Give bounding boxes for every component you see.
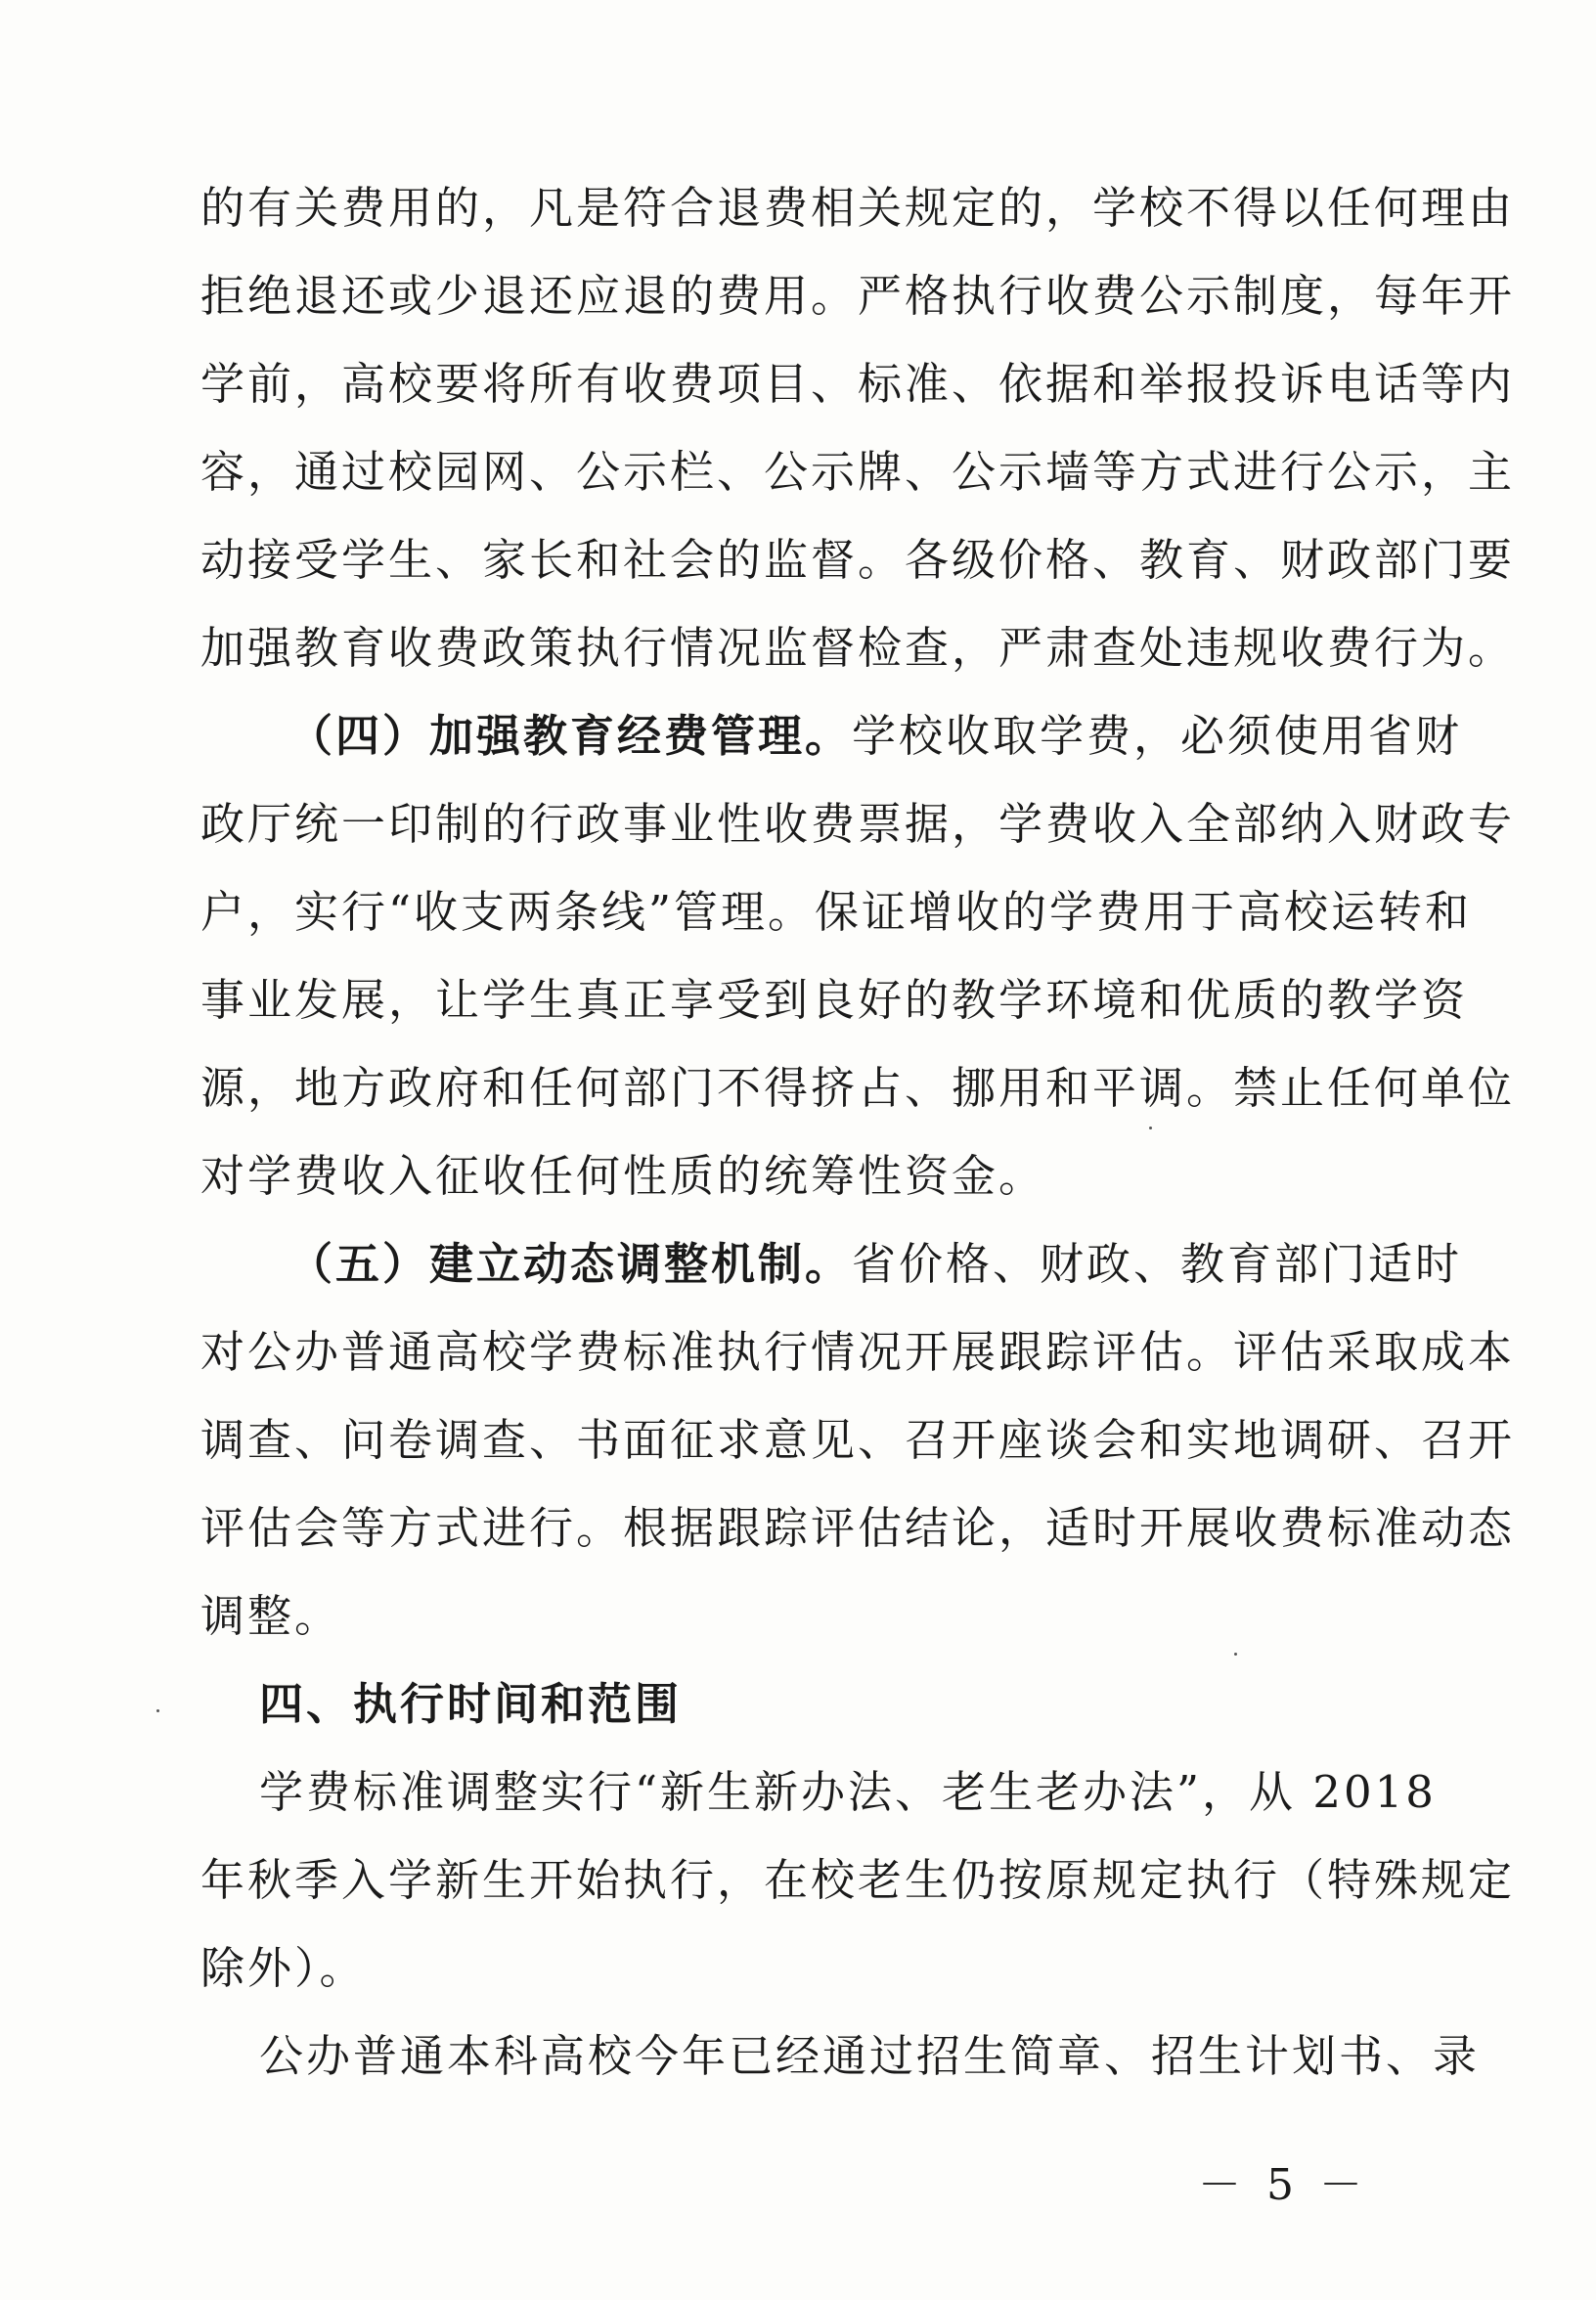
- paragraph-line: 事业发展，让学生真正享受到良好的教学环境和优质的教学资: [200, 974, 1469, 1026]
- paragraph-line: 学费标准调整实行“新生新办法、老生老办法”，从 2018: [259, 1766, 1437, 1818]
- section-4-first-text: 学校收取学费，必须使用省财: [852, 710, 1463, 762]
- section-5-first-line: [288, 1220, 1463, 1308]
- paragraph-line: 动接受学生、家长和社会的监督。各级价格、教育、财政部门要: [200, 534, 1516, 586]
- section-5-title: （五）建立动态调整机制。: [288, 1238, 853, 1290]
- paragraph-line: 调整。: [200, 1590, 342, 1642]
- page-number: － 5 －: [1198, 2160, 1368, 2210]
- section-heading: 四、执行时间和范围: [259, 1678, 683, 1730]
- scan-speck: [1149, 1127, 1152, 1129]
- section-4-first-line: [288, 692, 1463, 780]
- paragraph-line: 加强教育收费政策执行情况监督检查，严肃查处违规收费行为。: [200, 622, 1516, 674]
- paragraph-line: 户，实行“收支两条线”管理。保证增收的学费用于高校运转和: [200, 886, 1473, 938]
- section-5-first-text: 省价格、财政、教育部门适时: [852, 1238, 1463, 1290]
- paragraph-line: 评估会等方式进行。根据跟踪评估结论，适时开展收费标准动态: [200, 1502, 1516, 1554]
- paragraph-line: 源，地方政府和任何部门不得挤占、挪用和平调。禁止任何单位: [200, 1062, 1516, 1114]
- paragraph-line: 学前，高校要将所有收费项目、标准、依据和举报投诉电话等内: [200, 358, 1516, 410]
- paragraph-line: 对学费收入征收任何性质的统筹性资金。: [200, 1150, 1046, 1202]
- scan-speck: [1234, 1653, 1237, 1656]
- paragraph-line: 年秋季入学新生开始执行，在校老生仍按原规定执行（特殊规定: [200, 1854, 1516, 1906]
- paragraph-line: 除外）。: [200, 1942, 367, 1994]
- paragraph-line: 对公办普通高校学费标准执行情况开展跟踪评估。评估采取成本: [200, 1326, 1516, 1378]
- scan-speck: [156, 1709, 159, 1712]
- paragraph-line: 调查、问卷调查、书面征求意见、召开座谈会和实地调研、召开: [200, 1414, 1516, 1466]
- section-4-title: （四）加强教育经费管理。: [288, 710, 853, 762]
- paragraph-line: 政厅统一印制的行政事业性收费票据，学费收入全部纳入财政专: [200, 798, 1516, 850]
- paragraph-line: 容，通过校园网、公示栏、公示牌、公示墙等方式进行公示，主: [200, 446, 1516, 498]
- paragraph-line: 公办普通本科高校今年已经通过招生简章、招生计划书、录: [259, 2030, 1481, 2082]
- paragraph-line: 拒绝退还或少退还应退的费用。严格执行收费公示制度，每年开: [200, 270, 1516, 322]
- paragraph-line: 的有关费用的，凡是符合退费相关规定的，学校不得以任何理由: [200, 182, 1516, 234]
